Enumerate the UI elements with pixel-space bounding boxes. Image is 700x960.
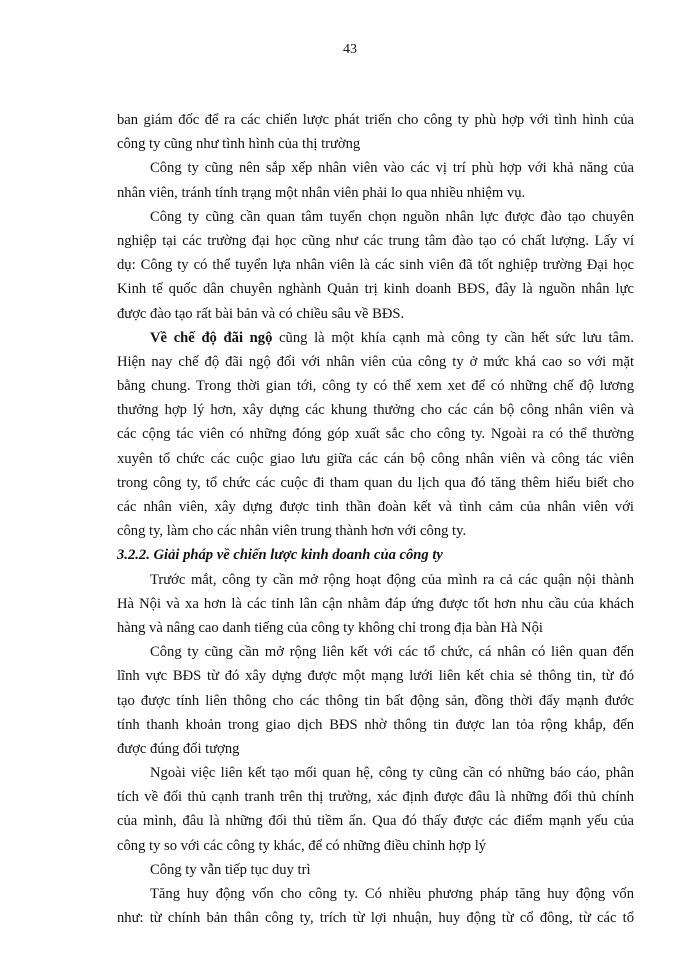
line-text: lĩnh vực BĐS từ đó xây dựng được một mạng lưới liên kết chia sẻ thông tin, từ đó xyxy=(117,668,634,685)
line-text: tích về đối thủ cạnh tranh trên thị trường, xác định được đâu là những đối thủ chính xyxy=(117,789,634,806)
text-line xyxy=(117,398,634,422)
section-heading-text: 3.2.2. Giải pháp về chiến lược kinh doanh của công ty xyxy=(117,547,443,564)
text-line xyxy=(117,592,634,616)
text-line xyxy=(117,156,634,180)
page-number: 43 xyxy=(343,42,357,57)
line-text: Hà Nội và xa hơn là các tỉnh lân cận nhằm đáp ứng được tốt hơn nhu cầu của khách xyxy=(117,595,634,612)
line-text: Công ty cũng cần quan tâm tuyển chọn nguồn nhân lực được đào tạo chuyên xyxy=(150,208,634,225)
line-text: các cộng tác viên có những đóng góp xuất sắc cho công ty. Ngoài ra có thể thường xyxy=(117,426,634,443)
line-text: Công ty vẫn tiếp tục duy trì xyxy=(150,861,311,878)
line-text: trong công ty, tổ chức các cuộc đi tham quan du lịch qua đó tăng thêm hiểu biết cho xyxy=(117,474,634,491)
text-line xyxy=(117,882,634,906)
line-text: Công ty cũng nên sắp xếp nhân viên vào các vị trí phù hợp với khả năng của xyxy=(150,160,634,177)
line-text: hàng và nâng cao danh tiếng của công ty không chỉ trong địa bàn Hà Nội xyxy=(117,619,543,636)
text-line xyxy=(117,640,634,664)
text-line xyxy=(117,689,634,713)
line-text: nhân viên, tránh tính trạng một nhân viên phải lo qua nhiều nhiệm vụ. xyxy=(117,184,526,201)
text-line xyxy=(117,277,634,301)
line-text: bằng chung. Trong thời gian tới, công ty có thể xem xet để có những chế độ lương xyxy=(117,378,634,395)
text-line xyxy=(117,906,634,930)
line-text: dụ: Công ty có thể tuyển lựa nhân viên là các sinh viên đã tốt nghiệp trường Đại học xyxy=(117,257,634,274)
text-line xyxy=(117,761,634,785)
text-line xyxy=(117,108,634,132)
text-line xyxy=(117,568,634,592)
text-line xyxy=(117,253,634,277)
text-line xyxy=(117,350,634,374)
text-line xyxy=(117,229,634,253)
text-line xyxy=(117,326,634,350)
line-text: thưởng hợp lý hơn, xây dựng các khung thưởng cho các cán bộ công nhân viên và xyxy=(117,402,634,419)
text-line xyxy=(117,181,634,205)
line-text: tính thanh khoản trong giao dịch BĐS nhờ thông tin được lan tỏa rộng khắp, đến xyxy=(117,716,634,733)
body-text xyxy=(117,108,634,930)
line-text: xuyên tổ chức các cuộc giao lưu giữa các cán bộ công nhân viên và công tác viên xyxy=(117,450,634,467)
line-text: như: từ chính bản thân công ty, trích từ lợi nhuận, huy động từ cổ đông, từ các tổ xyxy=(117,910,634,927)
text-line xyxy=(117,422,634,446)
line-text: công ty, làm cho các nhân viên trung thành hơn với công ty. xyxy=(117,523,467,540)
line-text: của mình, đâu là những đối thủ tiềm ẩn. Qua đó thấy được các điểm mạnh yếu của xyxy=(117,813,634,830)
text-line xyxy=(117,519,634,543)
text-line xyxy=(117,471,634,495)
line-text: Tăng huy động vốn cho công ty. Có nhiều phương pháp tăng huy động vốn xyxy=(150,886,634,902)
text-line xyxy=(117,205,634,229)
line-text: ban giám đốc để ra các chiến lược phát triển cho công ty phù hợp với tình hình của xyxy=(117,112,634,128)
text-line xyxy=(117,737,634,761)
text-line xyxy=(117,664,634,688)
line-text: nghiệp tại các trường đại học cũng như các trung tâm đào tạo có chất lượng. Lấy ví xyxy=(117,232,634,249)
text-line xyxy=(117,785,634,809)
text-line xyxy=(117,132,634,156)
line-text: cũng là một khía cạnh mà công ty cần hết sức lưu tâm. xyxy=(272,329,634,346)
line-text: Công ty cũng cần mở rộng liên kết với các tổ chức, cá nhân có liên quan đến xyxy=(150,644,634,661)
text-line xyxy=(117,495,634,519)
section-heading xyxy=(117,543,634,567)
line-text: công ty cũng như tình hình của thị trường xyxy=(117,136,361,153)
line-text: các nhân viên, xây dựng được tinh thần đoàn kết và tình cảm của nhân viên với xyxy=(117,499,634,515)
bold-lead-text: Về chế độ đãi ngộ xyxy=(150,329,273,346)
text-line xyxy=(117,302,634,326)
text-line xyxy=(117,374,634,398)
text-line xyxy=(117,858,634,882)
text-line xyxy=(117,834,634,858)
line-text: Hiện nay chế độ đãi ngộ đối với nhân viên của công ty ở mức khá cao so với mặt xyxy=(117,353,634,370)
line-text: Ngoài việc liên kết tạo mối quan hệ, công ty cũng cần có những báo cáo, phân xyxy=(150,765,634,782)
text-line xyxy=(117,713,634,737)
line-text: Kinh tế quốc dân chuyên nghành Quản trị kinh doanh BĐS, đây là nguồn nhân lực xyxy=(117,281,634,298)
text-line xyxy=(117,616,634,640)
line-text: được đào tạo rất bài bản và có chiều sâu về BĐS. xyxy=(117,305,405,322)
line-text: công ty so với các công ty khác, để có những điều chỉnh hợp lý xyxy=(117,837,487,854)
text-line xyxy=(117,809,634,833)
text-line xyxy=(117,447,634,471)
line-text: Trước mắt, công ty cần mở rộng hoạt động của mình ra cả các quận nội thành xyxy=(150,571,634,588)
line-text: được đúng đối tượng xyxy=(117,740,240,757)
line-text: tạo được tính liên thông cho các thông tin bất động sản, đồng thời đẩy mạnh đước xyxy=(117,692,634,709)
